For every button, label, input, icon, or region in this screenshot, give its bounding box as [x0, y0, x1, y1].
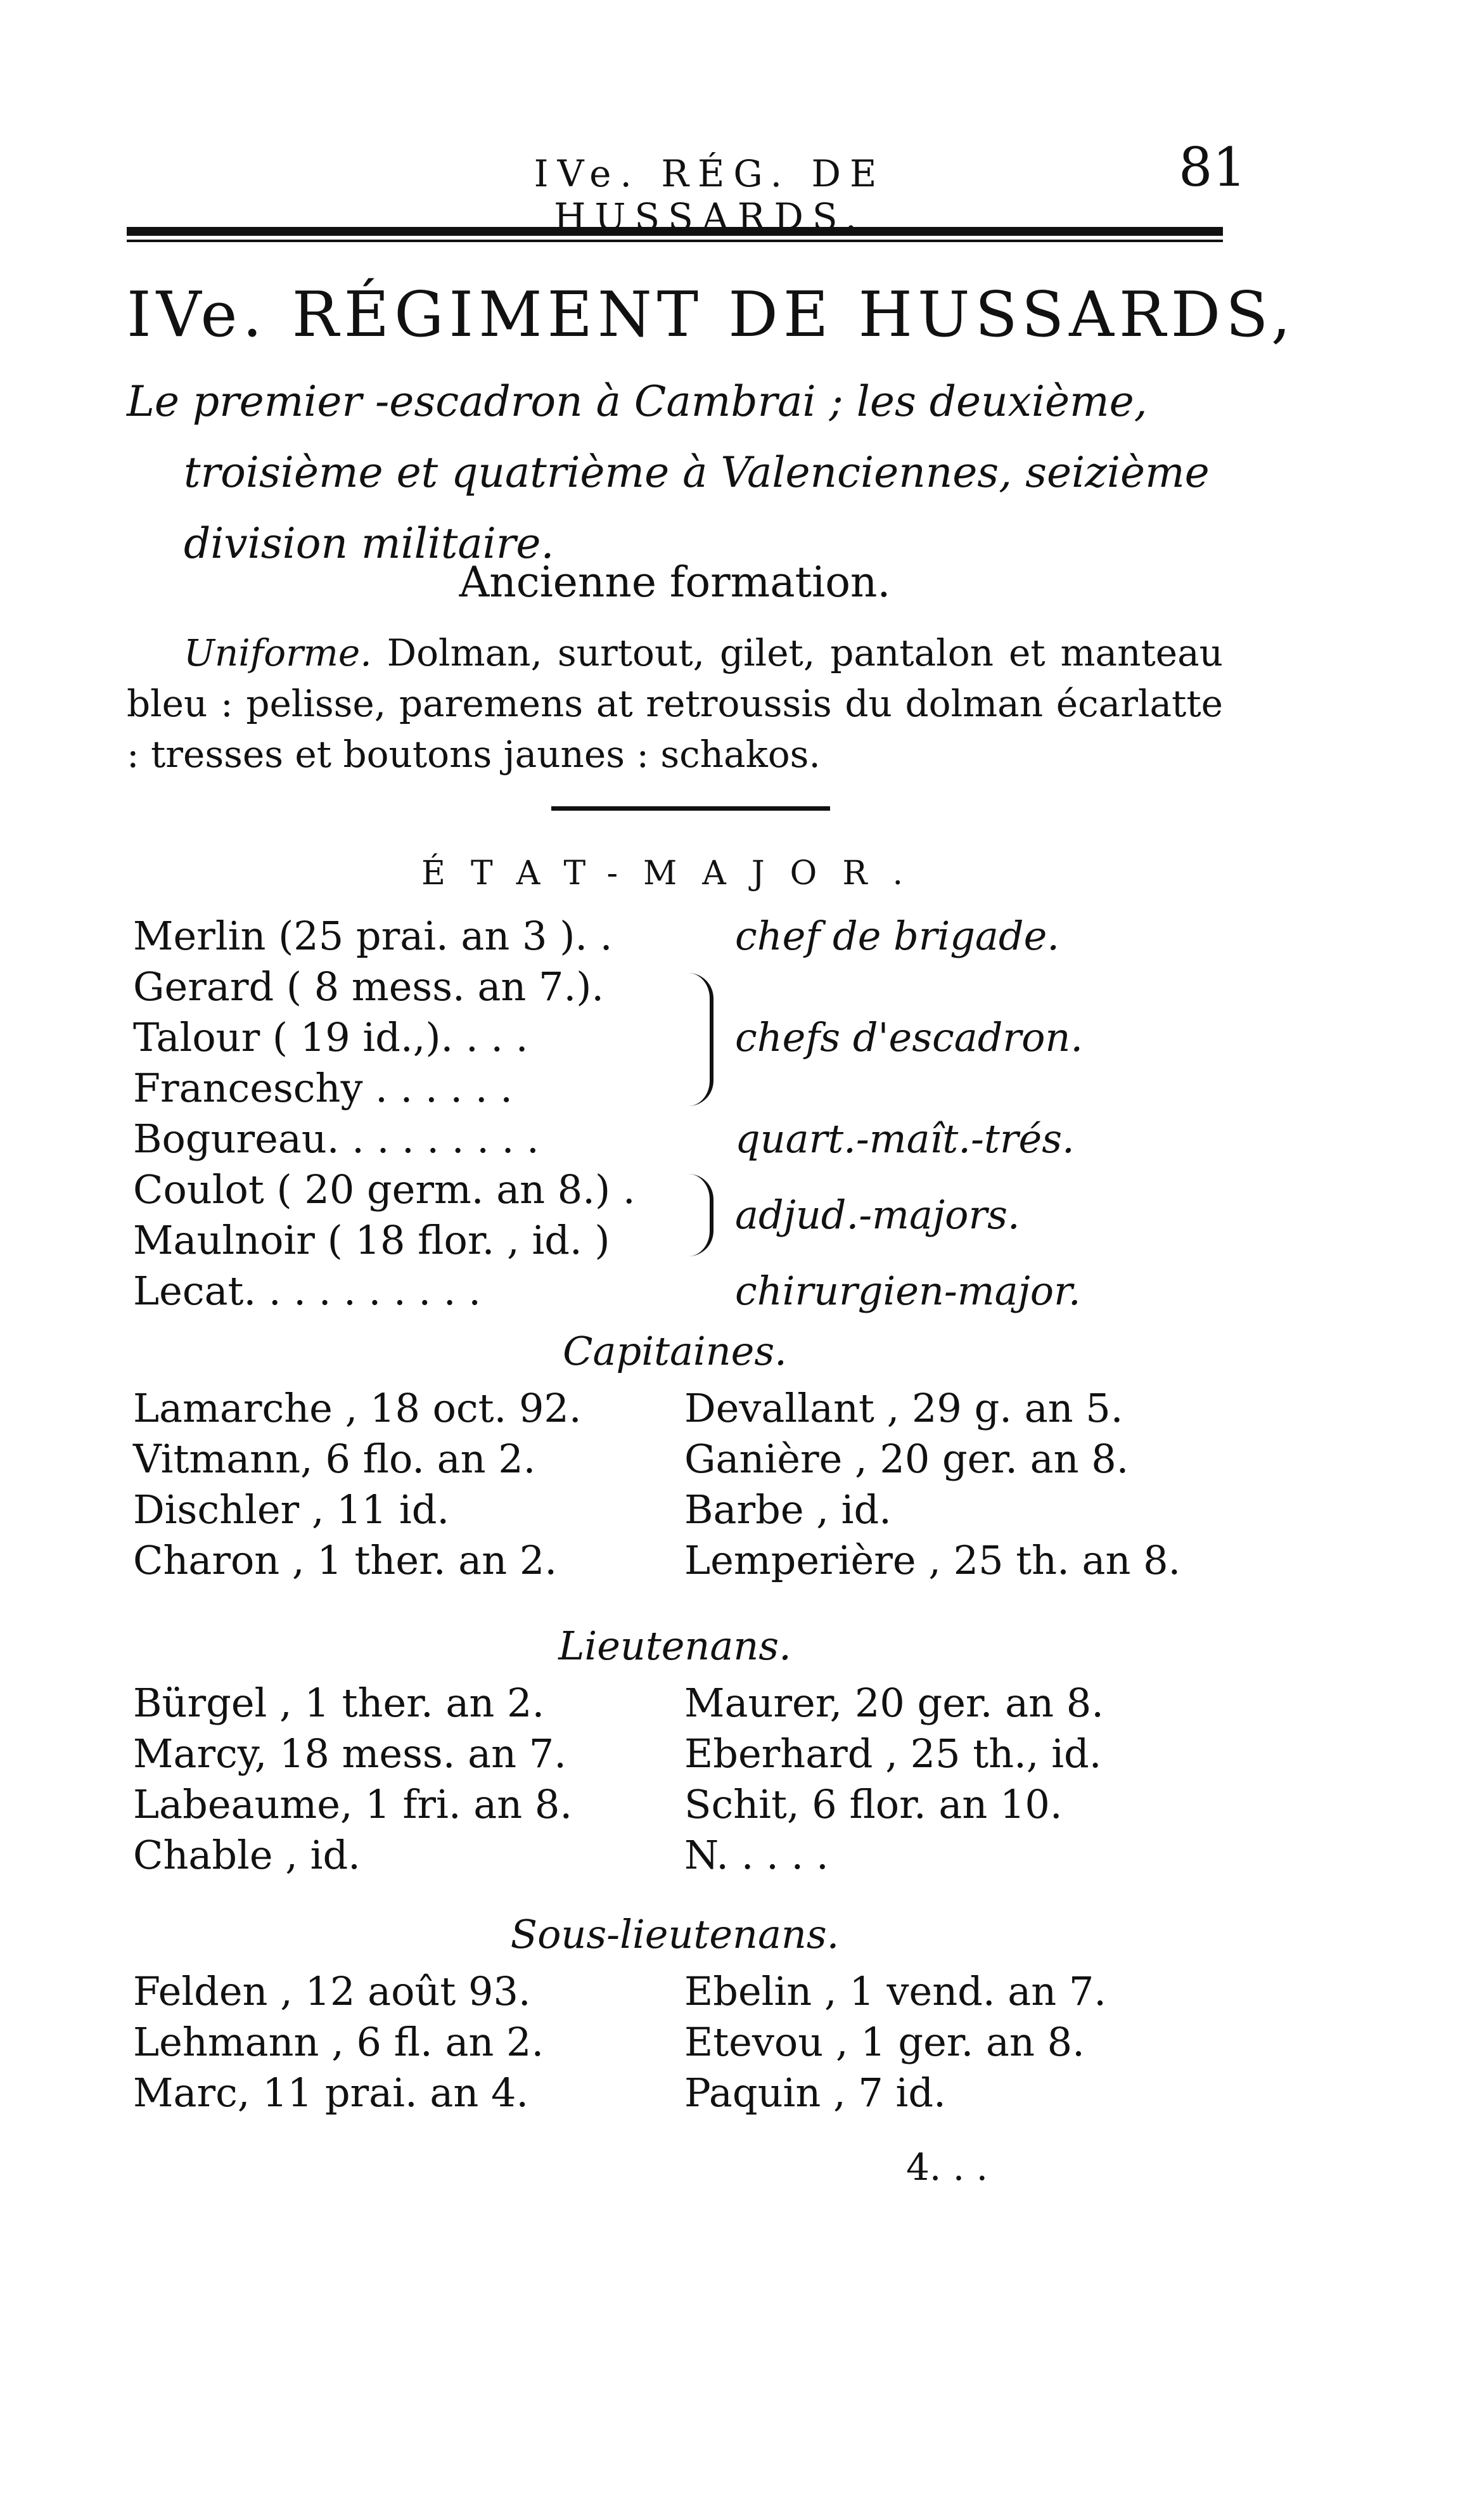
staff-name: Gerard ( 8 mess. an 7.). [133, 963, 604, 1010]
list-item: Etevou , 1 ger. an 8. [684, 2019, 1085, 2065]
staff-role: adjud.-majors. [735, 1192, 1020, 1238]
list-item: Charon , 1 ther. an 2. [133, 1537, 558, 1583]
catchword: 4. . . [906, 2146, 988, 2189]
list-item: Chable , id. [133, 1832, 361, 1878]
list-item: N. . . . . [684, 1832, 829, 1878]
list-item: Lehmann , 6 fl. an 2. [133, 2019, 544, 2065]
list-item: Dischler , 11 id. [133, 1486, 450, 1533]
staff-name: Coulot ( 20 germ. an 8.) . [133, 1166, 636, 1213]
brace [684, 973, 713, 1106]
staff-name: Merlin (25 prai. an 3 ). . [133, 913, 613, 959]
list-item: Labeaume, 1 fri. an 8. [133, 1781, 573, 1827]
subhead-sous-lieutenans: Sous-lieutenans. [510, 1911, 840, 1957]
staff-name: Talour ( 19 id.,). . . . [133, 1014, 528, 1060]
staff-name: Franceschy . . . . . . [133, 1065, 513, 1111]
staff-name: Lecat. . . . . . . . . . [133, 1268, 481, 1314]
list-item: Devallant , 29 g. an 5. [684, 1385, 1123, 1431]
section-rule [551, 806, 830, 811]
staff-list [133, 913, 1223, 1331]
list-item: Lamarche , 18 oct. 92. [133, 1385, 582, 1431]
brace [684, 1174, 713, 1256]
staff-name: Bogureau. . . . . . . . . [133, 1116, 539, 1162]
running-head: IVe. RÉG. DE HUSSARDS. [534, 152, 886, 238]
formation-heading: Ancienne formation. [459, 558, 891, 607]
staff-name: Maulnoir ( 18 flor. , id. ) [133, 1217, 610, 1263]
subhead-capitaines: Capitaines. [563, 1328, 787, 1374]
capitaines-table [133, 1385, 1223, 1588]
page-title: IVe. RÉGIMENT DE HUSSARDS, [127, 279, 1296, 351]
page-number: 81 [1179, 136, 1246, 198]
list-item: Maurer, 20 ger. an 8. [684, 1680, 1104, 1726]
list-item: Marc, 11 prai. an 4. [133, 2070, 529, 2116]
uniform-paragraph [127, 628, 1223, 780]
staff-role: quart.-maît.-trés. [735, 1116, 1075, 1162]
list-item: Ebelin , 1 vend. an 7. [684, 1968, 1107, 2014]
header-rule [127, 227, 1223, 242]
subtitle-line-3: division militaire. [184, 519, 554, 568]
lieutenans-table [133, 1680, 1223, 1883]
list-item: Schit, 6 flor. an 10. [684, 1781, 1063, 1827]
uniform-label: Uniforme. [184, 631, 372, 674]
staff-role: chefs d'escadron. [735, 1014, 1084, 1060]
subtitle-line-1: Le premier -escadron à Cambrai ; les deuxième, [127, 377, 1148, 426]
list-item: Lemperière , 25 th. an 8. [684, 1537, 1181, 1583]
uniform-text: Dolman, surtout, gilet, pantalon et manteau bleu : pelisse, paremens at retroussis du dolman écarlatte : tresses et boutons jaunes : schakos. [127, 631, 1224, 776]
sous-lieutenans-table [133, 1968, 1223, 2120]
subtitle-line-2: troisième et quatrième à Valenciennes, seizième [184, 448, 1210, 497]
staff-role: chef de brigade. [735, 913, 1059, 959]
subhead-lieutenans: Lieutenans. [558, 1623, 791, 1669]
garrison-subtitle [127, 366, 1223, 579]
section-title-etat-major: ÉTAT-MAJOR. [421, 854, 928, 892]
list-item: Marcy, 18 mess. an 7. [133, 1730, 566, 1777]
list-item: Vitmann, 6 flo. an 2. [133, 1436, 536, 1482]
list-item: Felden , 12 août 93. [133, 1968, 531, 2014]
list-item: Barbe , id. [684, 1486, 892, 1533]
list-item: Paquin , 7 id. [684, 2070, 946, 2116]
list-item: Ganière , 20 ger. an 8. [684, 1436, 1129, 1482]
list-item: Bürgel , 1 ther. an 2. [133, 1680, 545, 1726]
staff-role: chirurgien-major. [735, 1268, 1081, 1314]
list-item: Eberhard , 25 th., id. [684, 1730, 1102, 1777]
